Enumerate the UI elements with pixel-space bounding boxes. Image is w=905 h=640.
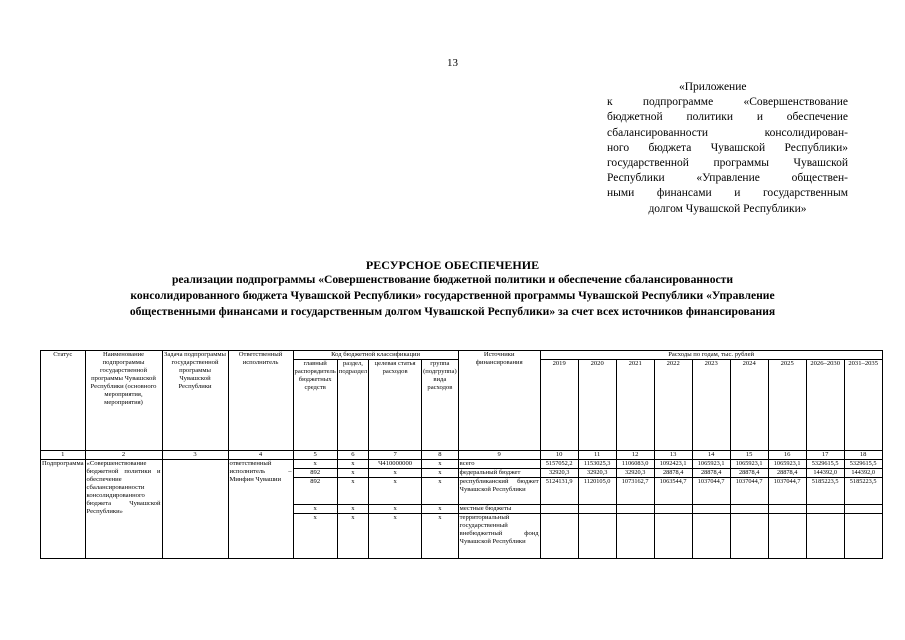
cell-csr: х xyxy=(369,514,422,559)
cell-value xyxy=(768,514,806,559)
cell-vr: х xyxy=(422,505,459,514)
header-task: Задача подпрограммы государственной программы Чувашской Республики xyxy=(162,351,228,451)
column-number: 2 xyxy=(85,451,162,460)
cell-vr: х xyxy=(422,469,459,478)
cell-value xyxy=(616,505,654,514)
cell-value xyxy=(654,514,692,559)
header-grbs: главный распорядитель бюджетных средств xyxy=(293,360,337,451)
cell-value xyxy=(692,505,730,514)
header-year: 2025 xyxy=(768,360,806,451)
column-number: 4 xyxy=(228,451,293,460)
cell-value: 28878,4 xyxy=(692,469,730,478)
cell-source: всего xyxy=(458,460,540,469)
cell-value: 1065923,1 xyxy=(768,460,806,469)
row-name: «Совершенствование бюджетной политики и обеспечение сбалансированности консолидированного бюджета Чувашской Республики» xyxy=(85,460,162,559)
cell-razdel: х xyxy=(337,469,368,478)
column-number: 12 xyxy=(616,451,654,460)
header-year: 2023 xyxy=(692,360,730,451)
column-number: 6 xyxy=(337,451,368,460)
cell-value xyxy=(578,505,616,514)
appendix-line: «Приложение xyxy=(679,81,747,93)
appendix-line: Республики «Управление обществен- xyxy=(607,172,848,185)
header-name: Наименование подпрограммы государственной программы Чувашской Республики (основного мероприятия, мероприятия) xyxy=(85,351,162,451)
cell-grbs: х xyxy=(293,460,337,469)
cell-grbs: х xyxy=(293,514,337,559)
subtitle-line: реализации подпрограммы «Совершенствование бюджетной политики и обеспечение сбалансированности xyxy=(171,273,734,286)
appendix-note xyxy=(607,80,848,217)
cell-value: 5124131,9 xyxy=(540,478,578,505)
appendix-line: государственной программы Чувашской xyxy=(607,157,848,170)
cell-value: 32920,3 xyxy=(578,469,616,478)
header-year: 2019 xyxy=(540,360,578,451)
column-number: 9 xyxy=(458,451,540,460)
subtitle-line: консолидированного бюджета Чувашской Республики» государственной программы Чувашской Республики «Управление xyxy=(130,289,775,302)
cell-value xyxy=(844,514,882,559)
cell-value: 28878,4 xyxy=(654,469,692,478)
column-number: 10 xyxy=(540,451,578,460)
cell-value: 144392,0 xyxy=(806,469,844,478)
cell-value xyxy=(806,505,844,514)
cell-grbs: х xyxy=(293,505,337,514)
column-number: 17 xyxy=(806,451,844,460)
cell-value xyxy=(654,505,692,514)
cell-source: республиканский бюджет Чувашской Республики xyxy=(458,478,540,505)
column-number: 13 xyxy=(654,451,692,460)
cell-value xyxy=(692,514,730,559)
cell-csr: х xyxy=(369,478,422,505)
appendix-line: ными финансами и государственным xyxy=(607,187,848,200)
cell-vr: х xyxy=(422,460,459,469)
cell-value: 1073162,7 xyxy=(616,478,654,505)
cell-value: 5185223,5 xyxy=(844,478,882,505)
cell-value: 5157052,2 xyxy=(540,460,578,469)
table-row xyxy=(41,460,883,469)
appendix-line: бюджетной политики и обеспечение xyxy=(607,111,848,124)
resource-table xyxy=(40,350,883,559)
column-number: 8 xyxy=(422,451,459,460)
header-expenses: Расходы по годам, тыс. рублей xyxy=(540,351,882,360)
column-number: 14 xyxy=(692,451,730,460)
cell-source: местные бюджеты xyxy=(458,505,540,514)
cell-vr: х xyxy=(422,514,459,559)
cell-vr: х xyxy=(422,478,459,505)
cell-value: 1153025,3 xyxy=(578,460,616,469)
cell-value: 1120105,0 xyxy=(578,478,616,505)
cell-value: 1037044,7 xyxy=(768,478,806,505)
cell-value xyxy=(768,505,806,514)
cell-razdel: х xyxy=(337,460,368,469)
cell-value: 1065923,1 xyxy=(730,460,768,469)
header-budget-code: Код бюджетной классификации xyxy=(293,351,458,360)
cell-value: 1065923,1 xyxy=(692,460,730,469)
column-number: 15 xyxy=(730,451,768,460)
header-year: 2022 xyxy=(654,360,692,451)
cell-csr: х xyxy=(369,469,422,478)
column-number: 7 xyxy=(369,451,422,460)
column-number: 16 xyxy=(768,451,806,460)
cell-value xyxy=(730,514,768,559)
cell-value: 1092423,1 xyxy=(654,460,692,469)
cell-value xyxy=(844,505,882,514)
row-status: Подпрограмма xyxy=(41,460,86,559)
row-task xyxy=(162,460,228,559)
cell-value: 5329615,5 xyxy=(844,460,882,469)
document-title: РЕСУРСНОЕ ОБЕСПЕЧЕНИЕ xyxy=(365,258,540,272)
cell-value xyxy=(730,505,768,514)
cell-value: 32920,3 xyxy=(540,469,578,478)
cell-grbs: 892 xyxy=(293,469,337,478)
header-razdel: раздел, подраздел xyxy=(337,360,368,451)
header-row xyxy=(41,351,883,360)
cell-source: территориальный государственный внебюджетный фонд Чувашской Республики xyxy=(458,514,540,559)
appendix-line: сбалансированности консолидирован- xyxy=(607,126,848,139)
cell-value xyxy=(806,514,844,559)
header-year: 2024 xyxy=(730,360,768,451)
cell-value: 28878,4 xyxy=(730,469,768,478)
header-year: 2031–2035 xyxy=(844,360,882,451)
document-subtitle xyxy=(32,272,873,320)
header-csr: целевая статья расходов xyxy=(369,360,422,451)
header-executor: Ответственный исполнитель xyxy=(228,351,293,451)
column-number: 18 xyxy=(844,451,882,460)
cell-razdel: х xyxy=(337,505,368,514)
cell-value: 5329615,5 xyxy=(806,460,844,469)
cell-source: федеральный бюджет xyxy=(458,469,540,478)
cell-value xyxy=(616,514,654,559)
column-number: 11 xyxy=(578,451,616,460)
cell-grbs: 892 xyxy=(293,478,337,505)
header-status: Статус xyxy=(41,351,86,451)
cell-value: 1106083,0 xyxy=(616,460,654,469)
column-number: 1 xyxy=(41,451,86,460)
appendix-line: ного бюджета Чувашской Республики» xyxy=(607,141,848,154)
cell-value xyxy=(578,514,616,559)
cell-razdel: х xyxy=(337,478,368,505)
cell-value: 5185223,5 xyxy=(806,478,844,505)
page-number: 13 xyxy=(447,57,458,69)
row-executor: ответственный исполнитель – Минфин Чувашии xyxy=(228,460,293,559)
header-year: 2020 xyxy=(578,360,616,451)
cell-value: 1037044,7 xyxy=(692,478,730,505)
cell-csr: Ч410000000 xyxy=(369,460,422,469)
header-sources: Источники финансирования xyxy=(458,351,540,451)
cell-value: 28878,4 xyxy=(768,469,806,478)
cell-value: 144392,0 xyxy=(844,469,882,478)
cell-value xyxy=(540,505,578,514)
cell-value: 32920,3 xyxy=(616,469,654,478)
cell-value: 1037044,7 xyxy=(730,478,768,505)
cell-razdel: х xyxy=(337,514,368,559)
column-number-row xyxy=(41,451,883,460)
cell-value: 1063544,7 xyxy=(654,478,692,505)
appendix-line: долгом Чувашской Республики» xyxy=(648,202,807,215)
header-year: 2021 xyxy=(616,360,654,451)
header-year: 2026–2030 xyxy=(806,360,844,451)
column-number: 3 xyxy=(162,451,228,460)
cell-value xyxy=(540,514,578,559)
cell-csr: х xyxy=(369,505,422,514)
header-vr: группа (подгруппа) вида расходов xyxy=(422,360,459,451)
column-number: 5 xyxy=(293,451,337,460)
appendix-line: к подпрограмме «Совершенствование xyxy=(607,96,848,109)
subtitle-line: общественными финансами и государственным долгом Чувашской Республики» за счет всех источников финансирования xyxy=(129,305,776,318)
